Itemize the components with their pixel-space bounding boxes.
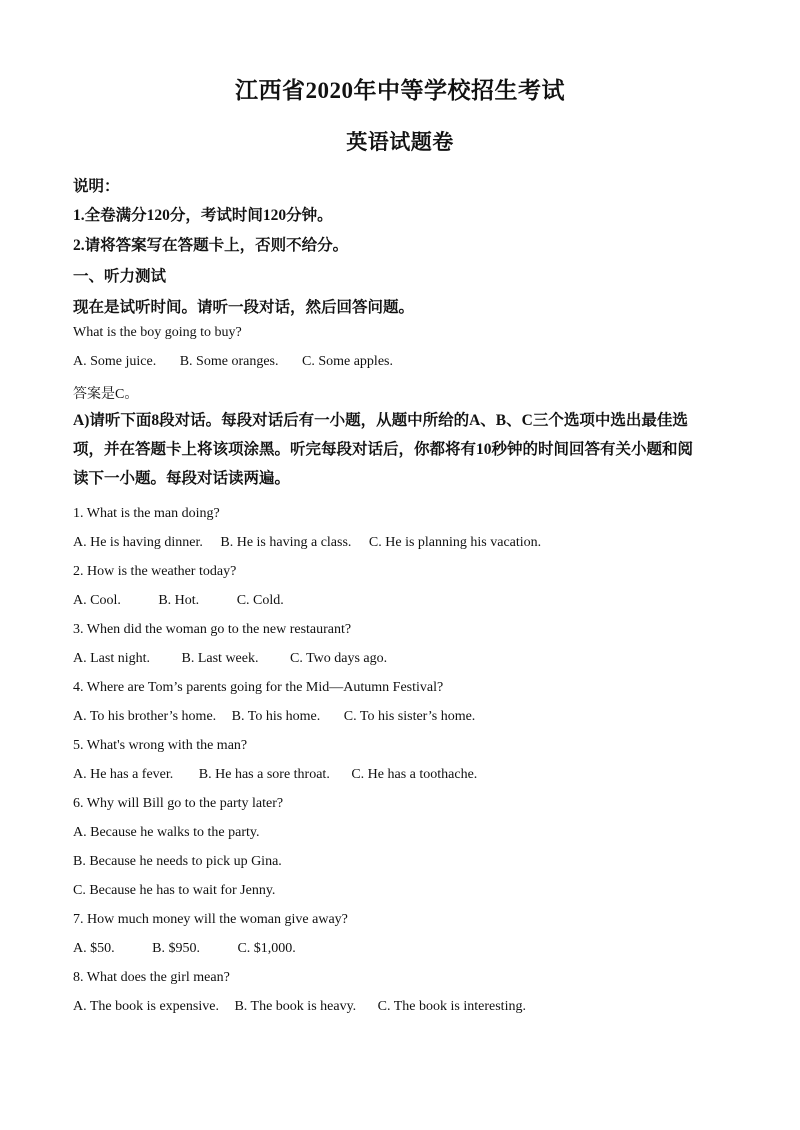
option: A. He is having dinner.: [73, 535, 203, 550]
question-options: [73, 941, 296, 957]
question-options: [73, 999, 526, 1015]
instructions-heading: 说明：: [73, 178, 120, 195]
instruction-item: 2.请将答案写在答题卡上，否则不给分。: [73, 237, 349, 254]
question-text: 8. What does the girl mean?: [73, 970, 230, 985]
option: C. He is planning his vacation.: [368, 535, 542, 550]
option: B. He has a sore throat.: [198, 767, 330, 782]
option: B. Last week.: [181, 651, 259, 666]
option: B. He is having a class.: [220, 535, 352, 550]
question-options: [73, 709, 475, 725]
question-text: 7. How much money will the woman give away?: [73, 912, 348, 927]
option: A. Last night.: [73, 651, 150, 666]
exam-title: 江西省2020年中等学校招生考试: [235, 78, 565, 103]
option: A. He has a fever.: [73, 767, 174, 782]
question-text: 6. Why will Bill go to the party later?: [73, 796, 284, 811]
question-text: 5. What's wrong with the man?: [73, 738, 248, 753]
trial-question: What is the boy going to buy?: [73, 325, 242, 340]
option: C. To his sister’s home.: [343, 709, 476, 724]
option: B. Because he needs to pick up Gina.: [73, 854, 282, 869]
option: C. Cold.: [236, 593, 284, 608]
option: B. The book is heavy.: [234, 999, 357, 1014]
trial-answer: 答案是C。: [73, 387, 139, 402]
option: B. To his home.: [231, 709, 321, 724]
option: C. Two days ago.: [289, 651, 388, 666]
exam-subtitle: 英语试题卷: [346, 130, 454, 154]
question-text: 2. How is the weather today?: [73, 564, 237, 579]
option: A. Because he walks to the party.: [73, 825, 260, 840]
trial-options: [73, 354, 393, 370]
section-heading: 一、听力测试: [73, 268, 167, 285]
option: C. Some apples.: [301, 354, 393, 369]
question-text: 4. Where are Tom’s parents going for the Mid—Autumn Festival?: [73, 680, 444, 695]
part-a-instructions: [73, 406, 733, 493]
part-a-line: 项，并在答题卡上将该项涂黑。听完每段对话后，你都将有10秒钟的时间回答有关小题和阅: [73, 441, 694, 458]
option: A. $50.: [73, 941, 115, 956]
option: C. The book is interesting.: [377, 999, 526, 1014]
option: A. Cool.: [73, 593, 121, 608]
trial-prompt: 现在是试听时间。请听一段对话，然后回答问题。: [73, 299, 415, 316]
question-text: 1. What is the man doing?: [73, 506, 220, 521]
option: A. The book is expensive.: [73, 999, 219, 1014]
part-a-line: 读下一小题。每段对话读两遍。: [73, 470, 291, 487]
option: C. $1,000.: [237, 941, 296, 956]
question-text: 3. When did the woman go to the new restaurant?: [73, 622, 352, 637]
option: B. Some oranges.: [179, 354, 279, 369]
option: B. $950.: [152, 941, 200, 956]
question-options: [73, 535, 541, 551]
option: A. Some juice.: [73, 354, 157, 369]
question-options: [73, 767, 477, 783]
instruction-item: 1.全卷满分120分，考试时间120分钟。: [73, 207, 333, 224]
option: C. Because he has to wait for Jenny.: [73, 883, 276, 898]
part-a-line: A)请听下面8段对话。每段对话后有一小题，从题中所给的A、B、C三个选项中选出最佳选: [73, 412, 688, 429]
option: B. Hot.: [158, 593, 200, 608]
question-options: [73, 593, 284, 609]
option: C. He has a toothache.: [351, 767, 478, 782]
option: A. To his brother’s home.: [73, 709, 217, 724]
question-options: [73, 651, 387, 667]
